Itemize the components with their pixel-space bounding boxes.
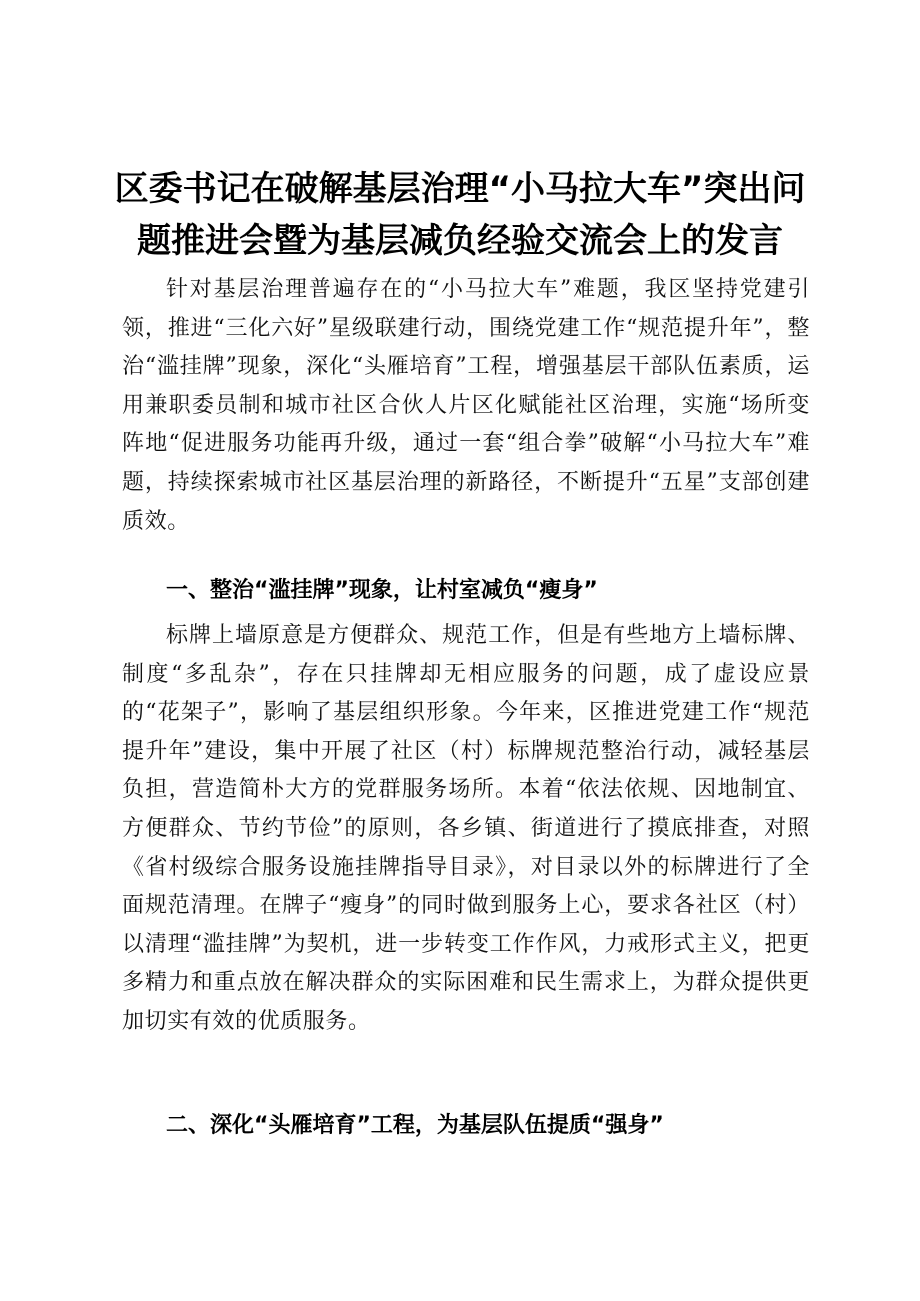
section-1-heading: 一、整治“滥挂牌”现象，让村室减负“瘦身”	[166, 578, 598, 603]
section-2-heading: 二、深化“头雁培育”工程，为基层队伍提质“强身”	[166, 1113, 664, 1138]
document-title: 区委书记在破解基层治理“小马拉大车”突出问题推进会暨为基层减负经验交流会上的发言	[114, 169, 806, 261]
intro-paragraph: 针对基层治理普遍存在的“小马拉大车”难题，我区坚持党建引领，推进“三化六好”星级联建行动，围绕党建工作“规范提升年”，整治“滥挂牌”现象，深化“头雁培育”工程，增强基层干部队伍素质，运用兼职委员制和城市社区合伙人片区化赋能社区治理，实施“场所变阵地“促进服务功能再升级，通过一套“组合拳”破解“小马拉大车”难题，持续探索城市社区基层治理的新路径，不断提升“五星”支部创建质效。	[122, 277, 810, 534]
section-1-paragraph: 标牌上墙原意是方便群众、规范工作，但是有些地方上墙标牌、制度“多乱杂”，存在只挂牌却无相应服务的问题，成了虚设应景的“花架子”，影响了基层组织形象。今年来，区推进党建工作“规范提升年”建设，集中开展了社区（村）标牌规范整治行动，减轻基层负担，营造简朴大方的党群服务场所。本着“依法依规、因地制宜、方便群众、节约节俭”的原则，各乡镇、街道进行了摸底排查，对照《省村级综合服务设施挂牌指导目录》，对目录以外的标牌进行了全面规范清理。在牌子“瘦身”的同时做到服务上心，要求各社区（村）以清理“滥挂牌”为契机，进一步转变工作作风，力戒形式主义，把更多精力和重点放在解决群众的实际困难和民生需求上，为群众提供更加切实有效的优质服务。	[122, 623, 810, 1034]
